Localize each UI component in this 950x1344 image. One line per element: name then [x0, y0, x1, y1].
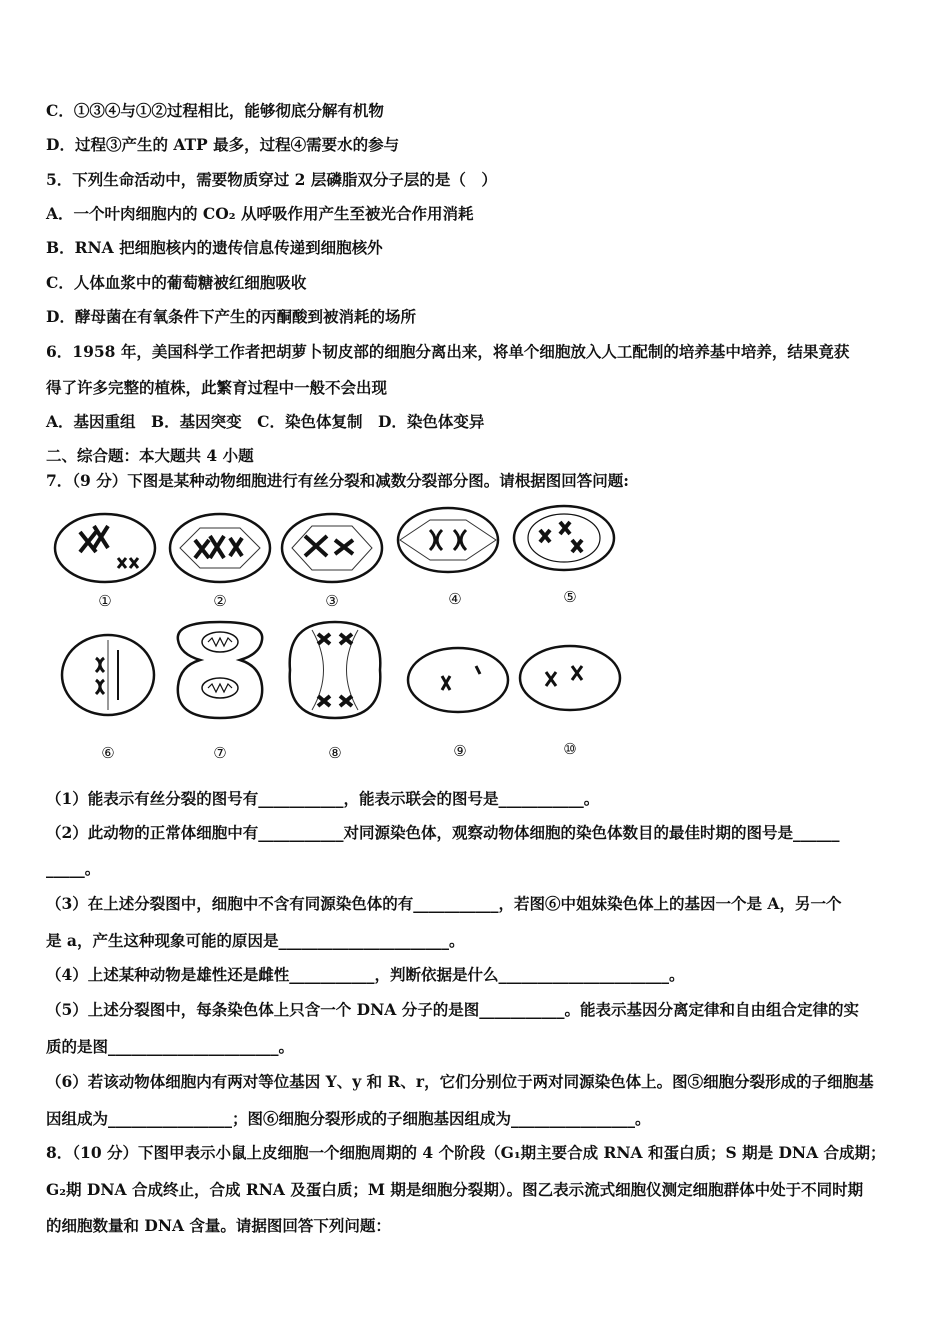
q7-part6-line1: （6）若该动物体细胞内有两对等位基因 Y、y 和 R、r，它们分别位于两对同源染色体上。图⑤细胞分裂形成的子细胞基	[46, 1072, 874, 1091]
label-5: ⑤	[563, 588, 577, 606]
q7-part4: （4）上述某种动物是雄性还是雌性___________，判断依据是什么______________________。	[46, 965, 685, 984]
label-2: ②	[213, 592, 227, 610]
q4-option-d: D．过程③产生的 ATP 最多，过程④需要水的参与	[46, 135, 400, 154]
q7-part6-line2: 因组成为________________；图⑥细胞分裂形成的子细胞基因组成为________________。	[46, 1109, 651, 1128]
label-9: ⑨	[453, 742, 467, 760]
q7-stem: 7．（9 分）下图是某种动物细胞进行有丝分裂和减数分裂部分图。请根据图回答问题:	[46, 471, 629, 490]
cell-6	[62, 635, 154, 715]
q5-option-c: C．人体血浆中的葡萄糖被红细胞吸收	[46, 273, 307, 292]
q4-option-c: C．①③④与①②过程相比，能够彻底分解有机物	[46, 101, 384, 120]
label-8: ⑧	[328, 744, 342, 762]
q7-part2-line2: _____。	[46, 859, 101, 878]
q7-part3-line1: （3）在上述分裂图中，细胞中不含有同源染色体的有___________，若图⑥中姐妹染色体上的基因一个是 A，另一个	[46, 894, 842, 913]
cell-3	[282, 514, 382, 582]
q8-line1: 8．（10 分）下图甲表示小鼠上皮细胞一个细胞周期的 4 个阶段（G₁期主要合成 RNA 和蛋白质；S 期是 DNA 合成期；	[46, 1143, 886, 1162]
q8-line2: G₂期 DNA 合成终止，合成 RNA 及蛋白质；M 期是细胞分裂期）。图乙表示流式细胞仪测定细胞群体中处于不同时期	[46, 1180, 864, 1199]
cell-5	[514, 506, 614, 570]
q6-stem-line2: 得了许多完整的植株，此繁育过程中一般不会出现	[46, 378, 388, 397]
q7-part5-line1: （5）上述分裂图中，每条染色体上只含一个 DNA 分子的是图___________。能表示基因分离定律和自由组合定律的实	[46, 1000, 859, 1019]
q5-option-d: D．酵母菌在有氧条件下产生的丙酮酸到被消耗的场所	[46, 307, 416, 326]
cell-7	[178, 622, 262, 718]
q8-line3: 的细胞数量和 DNA 含量。请据图回答下列问题：	[46, 1216, 391, 1235]
cell-2	[170, 514, 270, 582]
cell-8	[290, 622, 381, 718]
label-7: ⑦	[213, 744, 227, 762]
q7-part3-line2: 是 a，产生这种现象可能的原因是______________________。	[46, 931, 465, 950]
q5-option-a: A．一个叶肉细胞内的 CO₂ 从呼吸作用产生至被光合作用消耗	[46, 204, 474, 223]
cell-4	[398, 508, 498, 572]
q5-stem: 5．下列生命活动中，需要物质穿过 2 层磷脂双分子层的是（ ）	[46, 170, 497, 189]
cell-10	[520, 646, 620, 710]
q5-option-b: B．RNA 把细胞核内的遗传信息传递到细胞核外	[46, 238, 383, 257]
cell-division-figure	[50, 500, 640, 770]
cell-1	[55, 514, 155, 582]
label-3: ③	[325, 592, 339, 610]
label-1: ①	[98, 592, 112, 610]
q7-part2-line1: （2）此动物的正常体细胞中有___________对同源染色体，观察动物体细胞的染色体数目的最佳时期的图号是______	[46, 823, 840, 842]
section-heading: 二、综合题：本大题共 4 小题	[46, 446, 254, 465]
label-6: ⑥	[101, 744, 115, 762]
q6-stem-line1: 6．1958 年，美国科学工作者把胡萝卜韧皮部的细胞分离出来，将单个细胞放入人工配制的培养基中培养，结果竟获	[46, 342, 850, 361]
label-10: ⑩	[563, 740, 577, 758]
label-4: ④	[448, 590, 462, 608]
q7-part5-line2: 质的是图______________________。	[46, 1037, 295, 1056]
q6-options: A．基因重组 B．基因突变 C．染色体复制 D．染色体变异	[46, 412, 485, 431]
cell-9	[408, 648, 508, 712]
q7-part1: （1）能表示有丝分裂的图号有___________，能表示联会的图号是___________。	[46, 789, 600, 808]
